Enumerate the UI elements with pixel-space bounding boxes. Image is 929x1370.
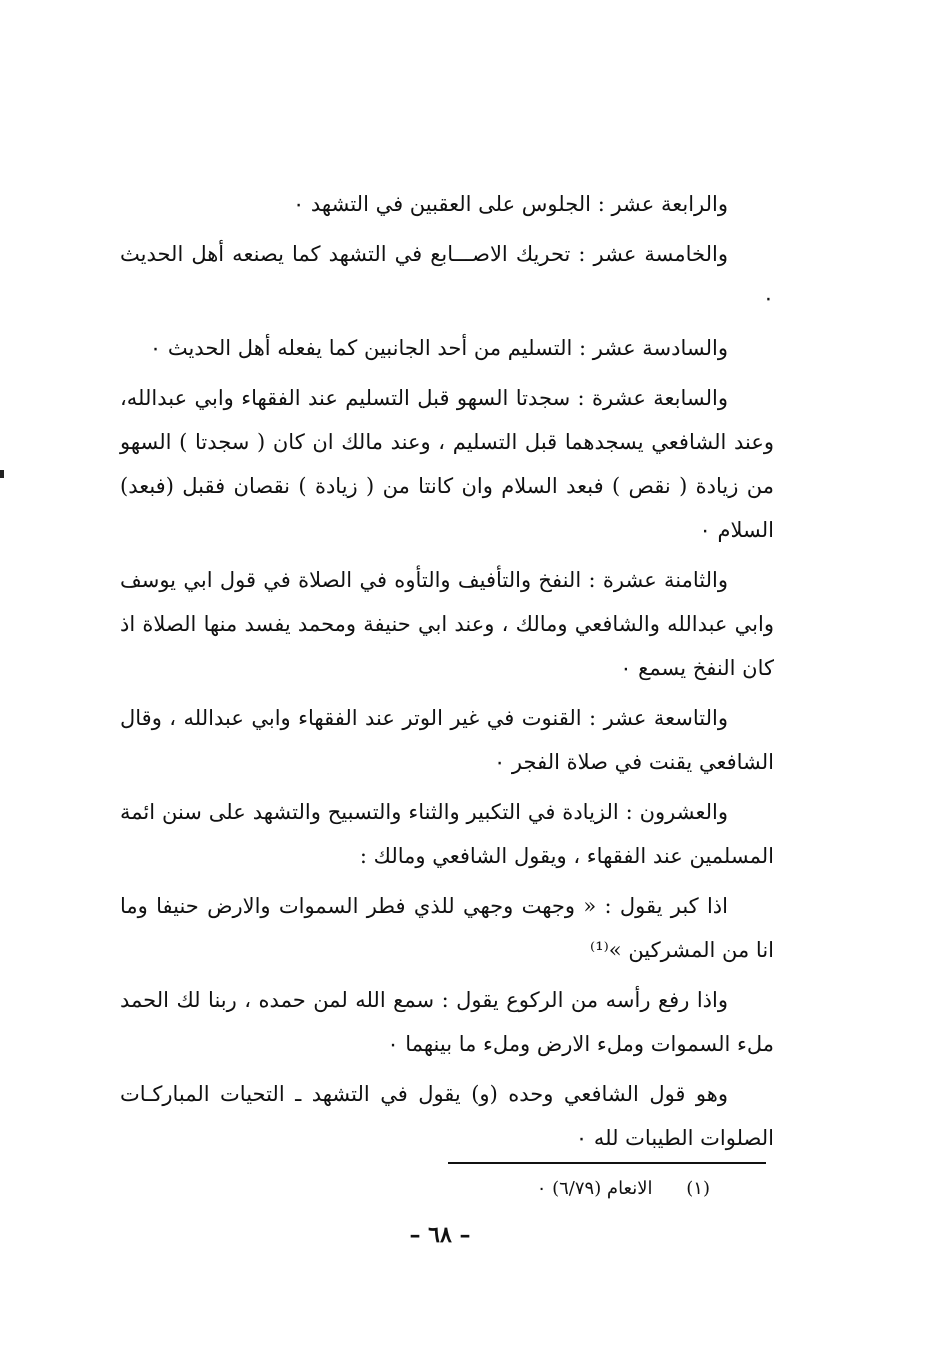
paragraph-16: والسادسة عشر : التسليم من أحد الجانبين كما يفعله أهل الحديث ٠ (149, 336, 728, 360)
footnote-number: (١) (686, 1178, 710, 1199)
paragraph-23: وهو قول الشافعي وحده (و) يقول في التشهد ـ التحيات المباركـات الصلوات الطيبات لله ٠ (120, 1082, 774, 1150)
footnote-divider (448, 1162, 766, 1164)
paragraph-21: اذا كبر يقول : « وجهت وجهي للذي فطر السموات والارض حنيفا وما انا من المشركين »⁽¹⁾ (120, 894, 774, 962)
paragraph-18: والثامنة عشرة : النفخ والتأفيف والتأوه في الصلاة في قول ابي يوسف وابي عبدالله والشافعي ومالك ، وعند ابي حنيفة ومحمد يفسد منها الصلاة اذ كان النفخ يسمع ٠ (120, 568, 774, 680)
paragraph-19: والتاسعة عشر : القنوت في غير الوتر عند الفقهاء وابي عبدالله ، وقال الشافعي يقنت في صلاة الفجر ٠ (120, 706, 774, 774)
scan-edge-mark (0, 470, 4, 478)
footnote-text: الانعام (٦/٧٩) ٠ (536, 1178, 653, 1199)
paragraph-17: والسابعة عشرة : سجدتا السهو قبل التسليم عند الفقهاء وابي عبدالله، وعند الشافعي يسجدهما قبل التسليم ، وعند مالك ان كان ( سجدتا ) السهو من زيادة ( نقص ) فبعد السلام وان كانتا من ( زيادة ) نقصان فقبل (فبعد) السلام ٠ (120, 386, 774, 542)
body-text (120, 182, 774, 1166)
paragraph-15: والخامسة عشر : تحريك الاصـــابع في التشهد كما يصنعه أهل الحديث ٠ (120, 242, 774, 310)
footnote (460, 1174, 710, 1204)
paragraph-22: واذا رفع رأسه من الركوع يقول : سمع الله لمن حمده ، ربنا لك الحمد ملء السموات وملء الارض وملء ما بينهما ٠ (120, 988, 774, 1056)
page-number: – ٦٨ – (409, 1222, 471, 1248)
paragraph-20: والعشرون : الزيادة في التكبير والثناء والتسبيح والتشهد على سنن ائمة المسلمين عند الفقهاء ، ويقول الشافعي ومالك : (120, 800, 774, 868)
paragraph-14: والرابعة عشر : الجلوس على العقبين في التشهد ٠ (292, 192, 728, 216)
